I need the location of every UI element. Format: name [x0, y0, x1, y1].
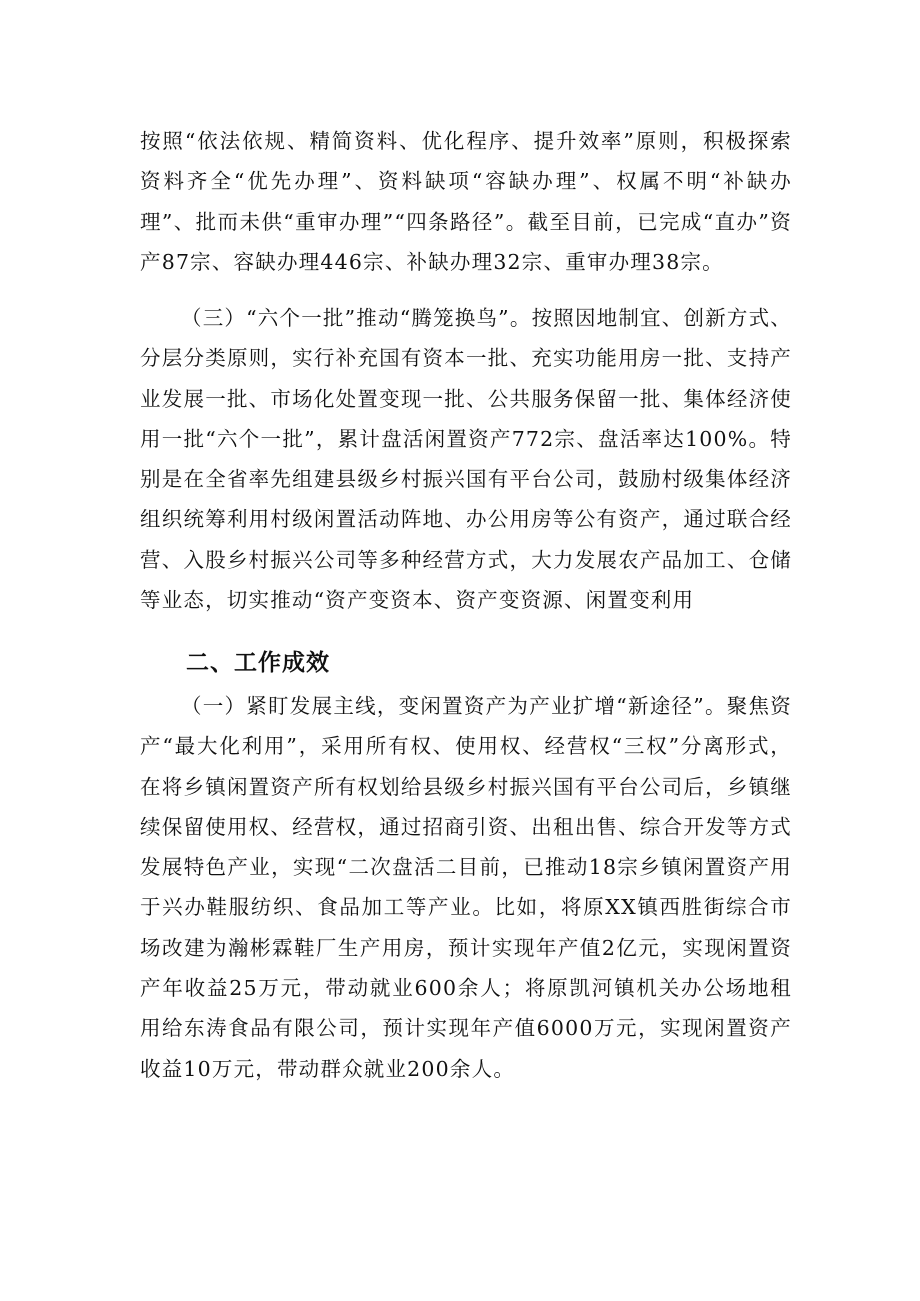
section-heading: 二、工作成效 — [186, 650, 330, 676]
body-paragraph-1: 按照“依法依规、精简资料、优化程序、提升效率”原则，积极探索资料齐全“优先办理”、资料缺项“容缺办理”、权属不明“补缺办理”、批而未供“重审办理”“四条路径”。截至目前，已完成“直办”资产87宗、容缺办理446宗、补缺办理32宗、重审办理38宗。 — [140, 129, 792, 274]
body-paragraph-3: （一）紧盯发展主线，变闲置资产为产业扩增“新途径”。聚焦资产“最大化利用”，采用所有权、使用权、经营权“三权”分离形式，在将乡镇闲置资产所有权划给县级乡村振兴国有平台公司后，乡镇继续保留使用权、经营权，通过招商引资、出租出售、综合开发等方式发展特色产业，实现“二次盘活二目前，已推动18宗乡镇闲置资产用于兴办鞋服纺织、食品加工等产业。比如，将原XX镇西胜街综合市场改建为瀚彬霖鞋厂生产用房，预计实现年产值2亿元，实现闲置资产年收益25万元，带动就业600余人；将原凯河镇机关办公场地租用给东涛食品有限公司，预计实现年产值6000万元，实现闲置资产收益10万元，带动群众就业200余人。 — [140, 694, 792, 1081]
body-paragraph-2: （三）“六个一批”推动“腾笼换鸟”。按照因地制宜、创新方式、分层分类原则，实行补充国有资本一批、充实功能用房一批、支持产业发展一批、市场化处置变现一批、公共服务保留一批、集体经济使用一批“六个一批”，累计盘活闲置资产772宗、盘活率达100%。特别是在全省率先组建县级乡村振兴国有平台公司，鼓励村级集体经济组织统筹利用村级闲置活动阵地、办公用房等公有资产，通过联合经营、入股乡村振兴公司等多种经营方式，大力发展农产品加工、仓储等业态，切实推动“资产变资本、资产变资源、闲置变利用 — [140, 306, 792, 613]
